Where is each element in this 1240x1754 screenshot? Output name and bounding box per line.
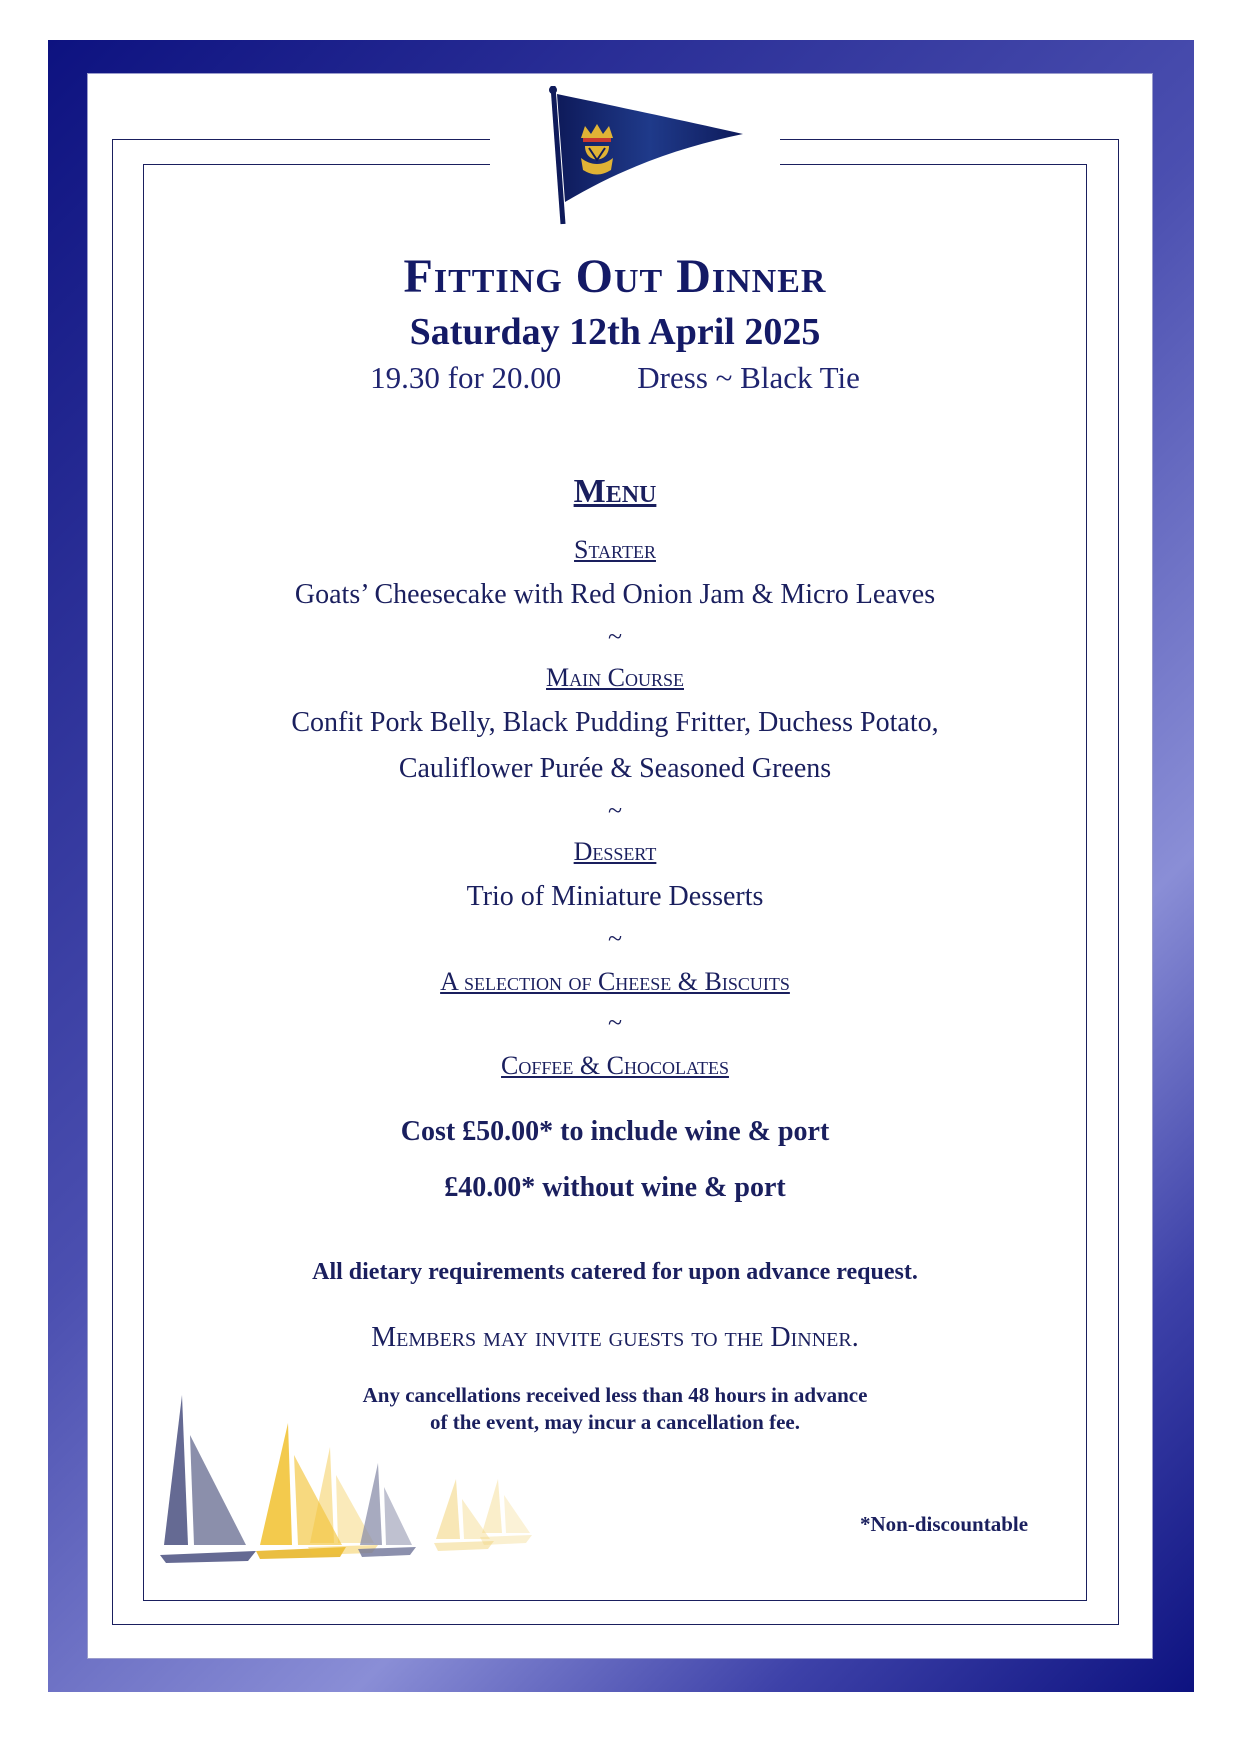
separator: ~: [607, 796, 623, 825]
club-burgee-flag-icon: [535, 86, 745, 226]
guests-note: Members may invite guests to the Dinner.: [371, 1322, 859, 1353]
course-main-label: Main Course: [546, 663, 684, 692]
event-time-dress: [143, 356, 1087, 400]
event-date: Saturday 12th April 2025: [409, 311, 821, 353]
price-without-wine: £40.00* without wine & port: [444, 1172, 786, 1203]
separator: ~: [607, 1008, 623, 1037]
cancellation-line2: of the event, may incur a cancellation fee.: [430, 1410, 800, 1434]
menu-content: [143, 248, 1087, 1436]
non-discountable-note: *Non-discountable: [860, 1512, 1029, 1536]
price-with-wine: Cost £50.00* to include wine & port: [400, 1116, 830, 1147]
event-time: 19.30 for 20.00: [370, 360, 562, 395]
event-title: Fitting Out Dinner: [403, 250, 827, 303]
dietary-note: All dietary requirements catered for upon advance request.: [312, 1259, 918, 1285]
sailing-boats-illustration: [160, 1395, 600, 1595]
course-cheese-label: A selection of Cheese & Biscuits: [440, 967, 790, 996]
main-dish-line2: Cauliflower Purée & Seasoned Greens: [398, 753, 832, 784]
course-dessert-label: Dessert: [573, 837, 657, 866]
course-coffee-label: Coffee & Chocolates: [501, 1051, 729, 1080]
cancellation-line1: Any cancellations received less than 48 hours in advance: [362, 1383, 868, 1407]
dessert-dish: Trio of Miniature Desserts: [466, 881, 764, 912]
dress-code: Dress ~ Black Tie: [637, 360, 860, 395]
starter-dish: Goats’ Cheesecake with Red Onion Jam & Micro Leaves: [294, 579, 936, 610]
main-dish-line1: Confit Pork Belly, Black Pudding Fritter, Duchess Potato,: [291, 707, 939, 738]
course-starter-label: Starter: [574, 535, 656, 564]
menu-heading: Menu: [573, 473, 657, 510]
separator: ~: [607, 924, 623, 953]
separator: ~: [607, 622, 623, 651]
